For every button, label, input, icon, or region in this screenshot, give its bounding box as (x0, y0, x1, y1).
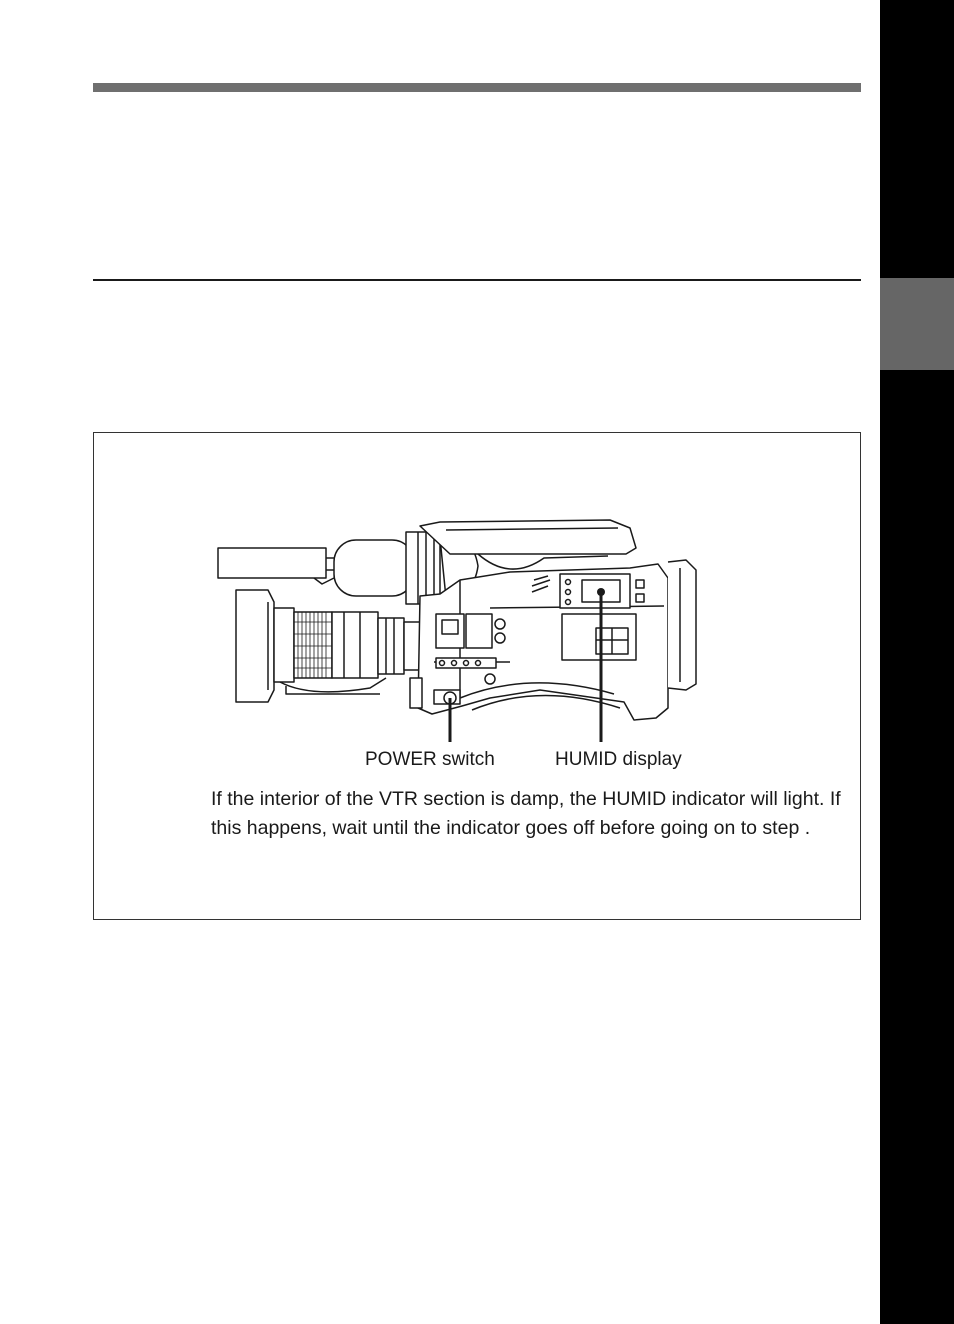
battery-icon (668, 560, 696, 690)
microphone-icon (218, 548, 334, 584)
humidity-note-text: If the interior of the VTR section is damp, the HUMID indicator will light. If this happens, wait until the indicator goes off before going on to step . (211, 788, 841, 839)
lens-barrel-icon (274, 608, 420, 694)
humidity-note (211, 785, 841, 843)
lens-hood-icon (236, 590, 274, 702)
chapter-tab-marker (880, 278, 954, 370)
humid-display-callout: HUMID display (555, 749, 682, 770)
section-divider (93, 279, 861, 281)
power-switch-callout: POWER switch (365, 749, 495, 770)
top-heading-rule (93, 83, 861, 92)
camcorder-illustration-icon (210, 518, 710, 748)
side-thumb-bar (880, 0, 954, 1324)
